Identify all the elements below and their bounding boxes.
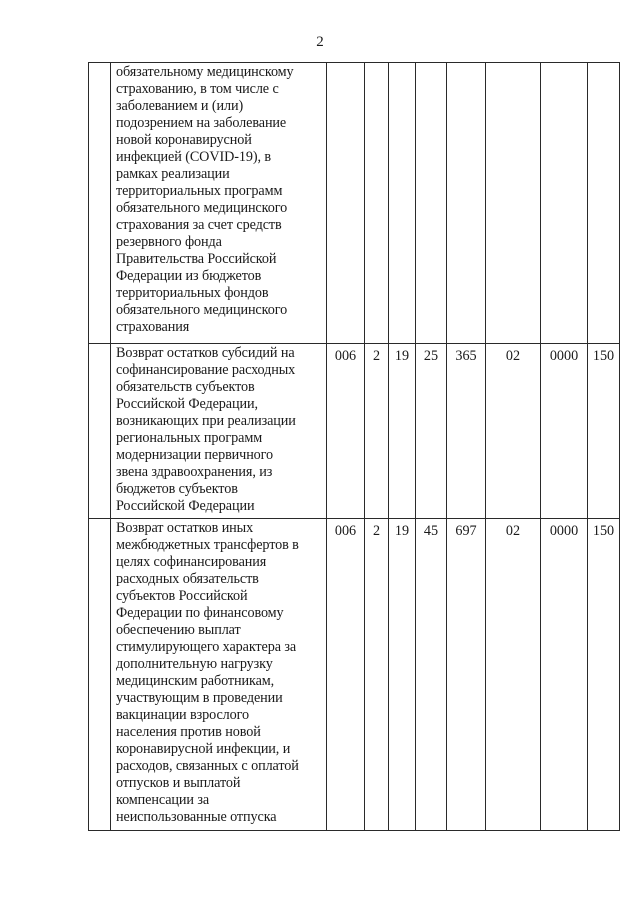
code-cell-subgroup <box>389 63 416 344</box>
code-cell-administrator: 006 <box>327 344 365 519</box>
code-cell-group: 2 <box>365 344 389 519</box>
code-cell-group <box>365 63 389 344</box>
code-cell-administrator <box>327 63 365 344</box>
row-index-cell <box>89 63 111 344</box>
code-cell-subarticle <box>447 63 486 344</box>
code-cell-element: 02 <box>486 344 541 519</box>
code-cell-program: 0000 <box>541 519 588 831</box>
description-text: Возврат остатков субсидий на софинансирование расходных обязательств субъектов Российской Федерации, возникающих при реализации региональных программ модернизации первичного звена здравоохранения, из бюджетов субъектов Российской Федерации <box>116 345 296 514</box>
code-cell-administrator: 006 <box>327 519 365 831</box>
description-cell <box>111 63 327 344</box>
description-text: Возврат остатков иных межбюджетных трансфертов в целях софинансирования расходных обязательств субъектов Российской Федерации по финансовому обеспечению выплат стимулирующего характера за дополнительную нагрузку медицинским работникам, участвующим в проведении вакцинации взрослого населения против новой коронавирусной инфекции, и расходов, связанных с оплатой отпусков и выплатой компенсации за неиспользованные отпуска <box>116 520 299 825</box>
description-cell <box>111 344 327 519</box>
page-number: 2 <box>316 34 324 50</box>
table-row <box>89 63 620 344</box>
code-cell-subarticle: 365 <box>447 344 486 519</box>
code-cell-subgroup: 19 <box>389 344 416 519</box>
code-cell-program: 0000 <box>541 344 588 519</box>
code-cell-element: 02 <box>486 519 541 831</box>
code-cell-economic <box>588 63 620 344</box>
table-row <box>89 519 620 831</box>
code-cell-article: 45 <box>416 519 447 831</box>
row-index-cell <box>89 344 111 519</box>
description-text: обязательному медицинскому страхованию, в том числе с заболеванием и (или) подозрением на заболевание новой коронавирусной инфекцией (COVID-19), в рамках реализации территориальных программ обязательного медицинского страхования за счет средств резервного фонда Правительства Российской Федерации из бюджетов территориальных фондов обязательного медицинского страхования <box>116 64 294 335</box>
budget-code-table <box>88 62 620 831</box>
code-cell-article <box>416 63 447 344</box>
description-cell <box>111 519 327 831</box>
table-row <box>89 344 620 519</box>
code-cell-article: 25 <box>416 344 447 519</box>
code-cell-group: 2 <box>365 519 389 831</box>
row-index-cell <box>89 519 111 831</box>
code-cell-program <box>541 63 588 344</box>
code-cell-element <box>486 63 541 344</box>
code-cell-subgroup: 19 <box>389 519 416 831</box>
code-cell-subarticle: 697 <box>447 519 486 831</box>
code-cell-economic: 150 <box>588 519 620 831</box>
code-cell-economic: 150 <box>588 344 620 519</box>
